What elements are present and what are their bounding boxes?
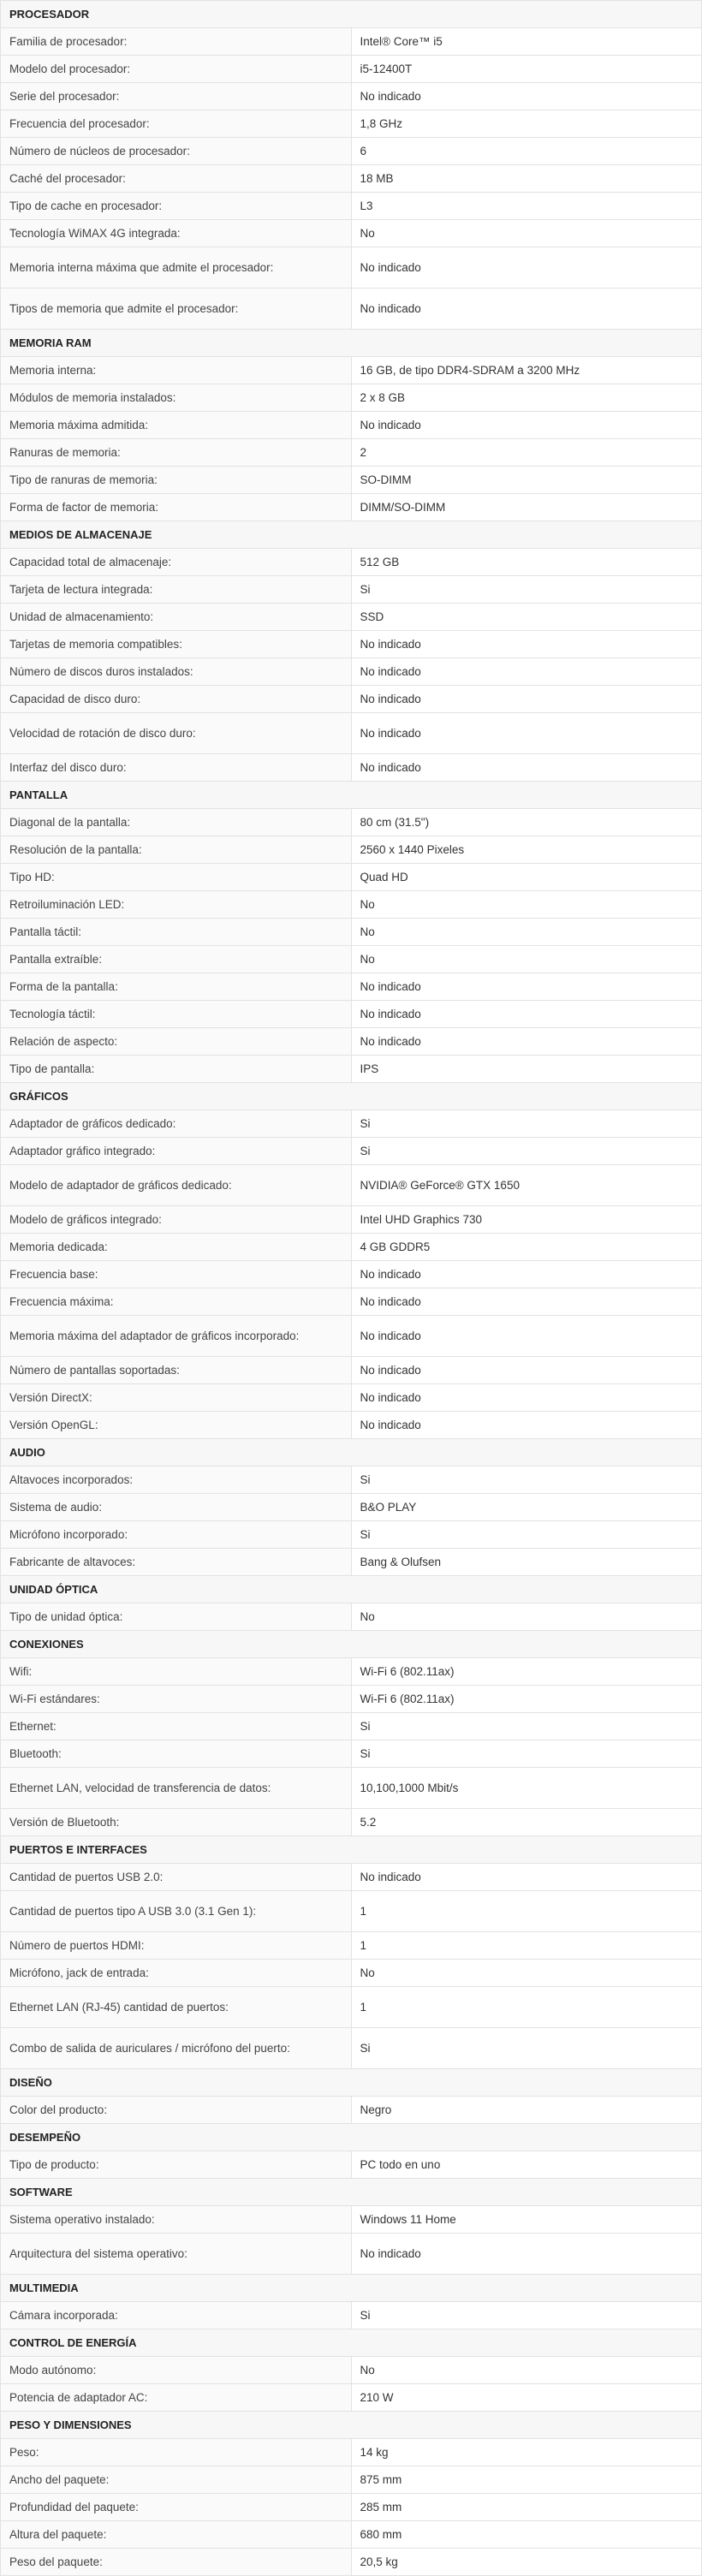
spec-row <box>1 2028 702 2069</box>
spec-label: Tipo de producto: <box>1 2151 352 2179</box>
spec-label: Profundidad del paquete: <box>1 2494 352 2521</box>
spec-row <box>1 1603 702 1631</box>
spec-row <box>1 946 702 973</box>
spec-row <box>1 713 702 754</box>
spec-label: Tecnología táctil: <box>1 1001 352 1028</box>
spec-value: SO-DIMM <box>351 467 702 494</box>
spec-value: No indicado <box>351 973 702 1001</box>
spec-value: No indicado <box>351 1412 702 1439</box>
section-title: CONTROL DE ENERGÍA <box>1 2329 702 2357</box>
spec-label: Número de pantallas soportadas: <box>1 1357 352 1384</box>
spec-row <box>1 1932 702 1960</box>
section-header-diseno <box>1 2069 702 2097</box>
spec-row <box>1 1494 702 1521</box>
spec-value: NVIDIA® GeForce® GTX 1650 <box>351 1165 702 1206</box>
spec-row <box>1 220 702 247</box>
spec-value: 1 <box>351 1987 702 2028</box>
spec-label: Interfaz del disco duro: <box>1 754 352 782</box>
spec-row <box>1 83 702 110</box>
spec-label: Pantalla extraíble: <box>1 946 352 973</box>
spec-value: Quad HD <box>351 864 702 891</box>
spec-row <box>1 165 702 193</box>
spec-row <box>1 891 702 919</box>
spec-row <box>1 1056 702 1083</box>
spec-row <box>1 1001 702 1028</box>
spec-label: Ethernet LAN (RJ-45) cantidad de puertos: <box>1 1987 352 2028</box>
spec-value: 5.2 <box>351 1809 702 1836</box>
spec-row <box>1 110 702 138</box>
spec-row <box>1 1987 702 2028</box>
spec-value: No <box>351 220 702 247</box>
section-header-audio <box>1 1439 702 1466</box>
spec-row <box>1 1206 702 1234</box>
spec-label: Altura del paquete: <box>1 2521 352 2549</box>
spec-row <box>1 193 702 220</box>
spec-value: IPS <box>351 1056 702 1083</box>
spec-row <box>1 1466 702 1494</box>
spec-label: Memoria interna: <box>1 357 352 384</box>
section-header-conexiones <box>1 1631 702 1658</box>
spec-row <box>1 1891 702 1932</box>
spec-row <box>1 604 702 631</box>
section-title: DISEÑO <box>1 2069 702 2097</box>
spec-row <box>1 1768 702 1809</box>
spec-label: Versión de Bluetooth: <box>1 1809 352 1836</box>
spec-label: Peso: <box>1 2439 352 2466</box>
spec-label: Forma de la pantalla: <box>1 973 352 1001</box>
section-header-software <box>1 2179 702 2206</box>
spec-value: No indicado <box>351 754 702 782</box>
section-title: MEDIOS DE ALMACENAJE <box>1 521 702 549</box>
spec-label: Memoria dedicada: <box>1 1234 352 1261</box>
section-header-unidad-optica <box>1 1576 702 1603</box>
spec-label: Modelo de gráficos integrado: <box>1 1206 352 1234</box>
spec-row <box>1 1028 702 1056</box>
section-title: PUERTOS E INTERFACES <box>1 1836 702 1864</box>
spec-row <box>1 357 702 384</box>
spec-label: Sistema operativo instalado: <box>1 2206 352 2234</box>
spec-value: No <box>351 1960 702 1987</box>
spec-label: Cámara incorporada: <box>1 2302 352 2329</box>
spec-value: 1 <box>351 1891 702 1932</box>
spec-label: Cantidad de puertos tipo A USB 3.0 (3.1 Gen 1): <box>1 1891 352 1932</box>
spec-row <box>1 549 702 576</box>
spec-row <box>1 56 702 83</box>
spec-value: No <box>351 946 702 973</box>
spec-value: Si <box>351 1521 702 1549</box>
spec-label: Wifi: <box>1 1658 352 1686</box>
spec-row <box>1 1384 702 1412</box>
spec-row <box>1 1234 702 1261</box>
spec-value: No indicado <box>351 1316 702 1357</box>
spec-row <box>1 2234 702 2275</box>
section-title: SOFTWARE <box>1 2179 702 2206</box>
spec-value: 10,100,1000 Mbit/s <box>351 1768 702 1809</box>
spec-label: Relación de aspecto: <box>1 1028 352 1056</box>
spec-label: Memoria máxima del adaptador de gráficos incorporado: <box>1 1316 352 1357</box>
spec-row <box>1 2097 702 2124</box>
section-header-control-de-energia <box>1 2329 702 2357</box>
spec-label: Capacidad de disco duro: <box>1 686 352 713</box>
spec-row <box>1 2549 702 2576</box>
spec-value: No indicado <box>351 631 702 658</box>
spec-label: Micrófono, jack de entrada: <box>1 1960 352 1987</box>
spec-value: 2 <box>351 439 702 467</box>
spec-row <box>1 836 702 864</box>
section-title: UNIDAD ÓPTICA <box>1 1576 702 1603</box>
spec-label: Resolución de la pantalla: <box>1 836 352 864</box>
spec-value: Si <box>351 2302 702 2329</box>
spec-value: 2560 x 1440 Pixeles <box>351 836 702 864</box>
spec-value: No indicado <box>351 1261 702 1288</box>
spec-value: No indicado <box>351 1028 702 1056</box>
spec-value: 6 <box>351 138 702 165</box>
spec-row <box>1 2302 702 2329</box>
spec-value: Si <box>351 576 702 604</box>
spec-value: No indicado <box>351 1288 702 1316</box>
spec-value: DIMM/SO-DIMM <box>351 494 702 521</box>
spec-value: 20,5 kg <box>351 2549 702 2576</box>
spec-value: No indicado <box>351 686 702 713</box>
spec-label: Retroiluminación LED: <box>1 891 352 919</box>
spec-row <box>1 809 702 836</box>
spec-value: No indicado <box>351 658 702 686</box>
spec-row <box>1 289 702 330</box>
spec-label: Caché del procesador: <box>1 165 352 193</box>
spec-label: Micrófono incorporado: <box>1 1521 352 1549</box>
spec-row <box>1 2206 702 2234</box>
section-title: PESO Y DIMENSIONES <box>1 2412 702 2439</box>
spec-row <box>1 28 702 56</box>
spec-label: Número de núcleos de procesador: <box>1 138 352 165</box>
spec-value: No indicado <box>351 2234 702 2275</box>
spec-value: No indicado <box>351 1864 702 1891</box>
spec-row <box>1 2384 702 2412</box>
spec-label: Versión DirectX: <box>1 1384 352 1412</box>
spec-value: 18 MB <box>351 165 702 193</box>
spec-label: Tipo de ranuras de memoria: <box>1 467 352 494</box>
section-header-memoria-ram <box>1 330 702 357</box>
spec-label: Cantidad de puertos USB 2.0: <box>1 1864 352 1891</box>
spec-value: 14 kg <box>351 2439 702 2466</box>
spec-row <box>1 1686 702 1713</box>
spec-label: Ethernet LAN, velocidad de transferencia de datos: <box>1 1768 352 1809</box>
spec-row <box>1 412 702 439</box>
spec-label: Tarjeta de lectura integrada: <box>1 576 352 604</box>
spec-label: Peso del paquete: <box>1 2549 352 2576</box>
spec-row <box>1 1658 702 1686</box>
spec-label: Número de discos duros instalados: <box>1 658 352 686</box>
spec-label: Ranuras de memoria: <box>1 439 352 467</box>
spec-row <box>1 2466 702 2494</box>
spec-value: Bang & Olufsen <box>351 1549 702 1576</box>
spec-value: 16 GB, de tipo DDR4-SDRAM a 3200 MHz <box>351 357 702 384</box>
spec-value: Si <box>351 2028 702 2069</box>
spec-row <box>1 631 702 658</box>
spec-row <box>1 467 702 494</box>
spec-row <box>1 2357 702 2384</box>
spec-label: Altavoces incorporados: <box>1 1466 352 1494</box>
section-title: PROCESADOR <box>1 1 702 28</box>
spec-label: Adaptador gráfico integrado: <box>1 1138 352 1165</box>
spec-row <box>1 1521 702 1549</box>
spec-label: Tipo de pantalla: <box>1 1056 352 1083</box>
spec-value: i5-12400T <box>351 56 702 83</box>
spec-value: Si <box>351 1138 702 1165</box>
spec-row <box>1 1960 702 1987</box>
spec-row <box>1 1549 702 1576</box>
section-header-puertos-e-interfaces <box>1 1836 702 1864</box>
spec-value: No indicado <box>351 1384 702 1412</box>
spec-label: Tipo de unidad óptica: <box>1 1603 352 1631</box>
section-header-multimedia <box>1 2275 702 2302</box>
spec-value: PC todo en uno <box>351 2151 702 2179</box>
spec-label: Potencia de adaptador AC: <box>1 2384 352 2412</box>
spec-value: L3 <box>351 193 702 220</box>
spec-value: No indicado <box>351 1357 702 1384</box>
spec-value: 2 x 8 GB <box>351 384 702 412</box>
spec-value: 1 <box>351 1932 702 1960</box>
spec-value: No indicado <box>351 713 702 754</box>
spec-value: Si <box>351 1740 702 1768</box>
section-header-graficos <box>1 1083 702 1110</box>
spec-value: No indicado <box>351 289 702 330</box>
spec-value: Windows 11 Home <box>351 2206 702 2234</box>
spec-label: Wi-Fi estándares: <box>1 1686 352 1713</box>
section-title: PANTALLA <box>1 782 702 809</box>
spec-label: Módulos de memoria instalados: <box>1 384 352 412</box>
spec-label: Modo autónomo: <box>1 2357 352 2384</box>
spec-row <box>1 384 702 412</box>
spec-row <box>1 1316 702 1357</box>
spec-row <box>1 1809 702 1836</box>
spec-value: No <box>351 891 702 919</box>
spec-label: Familia de procesador: <box>1 28 352 56</box>
spec-row <box>1 1138 702 1165</box>
spec-value: B&O PLAY <box>351 1494 702 1521</box>
spec-label: Adaptador de gráficos dedicado: <box>1 1110 352 1138</box>
spec-row <box>1 658 702 686</box>
spec-label: Frecuencia base: <box>1 1261 352 1288</box>
spec-value: No indicado <box>351 1001 702 1028</box>
spec-value: No <box>351 2357 702 2384</box>
spec-label: Tipo HD: <box>1 864 352 891</box>
spec-row <box>1 2439 702 2466</box>
spec-row <box>1 1288 702 1316</box>
spec-label: Sistema de audio: <box>1 1494 352 1521</box>
spec-row <box>1 919 702 946</box>
spec-row <box>1 439 702 467</box>
spec-value: 210 W <box>351 2384 702 2412</box>
spec-label: Modelo de adaptador de gráficos dedicado: <box>1 1165 352 1206</box>
spec-label: Capacidad total de almacenaje: <box>1 549 352 576</box>
section-header-peso-y-dimensiones <box>1 2412 702 2439</box>
spec-label: Velocidad de rotación de disco duro: <box>1 713 352 754</box>
spec-label: Ancho del paquete: <box>1 2466 352 2494</box>
spec-value: Si <box>351 1466 702 1494</box>
section-title: MULTIMEDIA <box>1 2275 702 2302</box>
spec-row <box>1 247 702 289</box>
spec-label: Serie del procesador: <box>1 83 352 110</box>
spec-label: Combo de salida de auriculares / micrófono del puerto: <box>1 2028 352 2069</box>
section-title: DESEMPEÑO <box>1 2124 702 2151</box>
spec-label: Fabricante de altavoces: <box>1 1549 352 1576</box>
spec-row <box>1 2494 702 2521</box>
spec-row <box>1 2151 702 2179</box>
spec-value: 512 GB <box>351 549 702 576</box>
spec-value: Wi-Fi 6 (802.11ax) <box>351 1686 702 1713</box>
spec-label: Memoria interna máxima que admite el procesador: <box>1 247 352 289</box>
spec-row <box>1 1713 702 1740</box>
spec-value: Wi-Fi 6 (802.11ax) <box>351 1658 702 1686</box>
spec-value: 875 mm <box>351 2466 702 2494</box>
spec-value: SSD <box>351 604 702 631</box>
spec-label: Tecnología WiMAX 4G integrada: <box>1 220 352 247</box>
spec-value: Intel® Core™ i5 <box>351 28 702 56</box>
spec-label: Ethernet: <box>1 1713 352 1740</box>
spec-row <box>1 2521 702 2549</box>
spec-value: No indicado <box>351 412 702 439</box>
spec-value: 1,8 GHz <box>351 110 702 138</box>
section-title: GRÁFICOS <box>1 1083 702 1110</box>
spec-row <box>1 576 702 604</box>
section-title: CONEXIONES <box>1 1631 702 1658</box>
spec-row <box>1 1110 702 1138</box>
spec-label: Color del producto: <box>1 2097 352 2124</box>
spec-label: Unidad de almacenamiento: <box>1 604 352 631</box>
spec-label: Tipos de memoria que admite el procesador: <box>1 289 352 330</box>
spec-row <box>1 973 702 1001</box>
spec-value: No <box>351 919 702 946</box>
spec-row <box>1 1412 702 1439</box>
section-header-medios-de-almacenaje <box>1 521 702 549</box>
spec-row <box>1 494 702 521</box>
spec-label: Bluetooth: <box>1 1740 352 1768</box>
spec-label: Tarjetas de memoria compatibles: <box>1 631 352 658</box>
spec-label: Número de puertos HDMI: <box>1 1932 352 1960</box>
spec-value: No indicado <box>351 247 702 289</box>
section-header-desempeno <box>1 2124 702 2151</box>
spec-label: Frecuencia máxima: <box>1 1288 352 1316</box>
section-title: MEMORIA RAM <box>1 330 702 357</box>
spec-value: Si <box>351 1713 702 1740</box>
spec-label: Tipo de cache en procesador: <box>1 193 352 220</box>
spec-label: Arquitectura del sistema operativo: <box>1 2234 352 2275</box>
spec-row <box>1 138 702 165</box>
spec-label: Versión OpenGL: <box>1 1412 352 1439</box>
spec-row <box>1 1261 702 1288</box>
section-header-pantalla <box>1 782 702 809</box>
spec-value: No indicado <box>351 83 702 110</box>
spec-label: Diagonal de la pantalla: <box>1 809 352 836</box>
section-title: AUDIO <box>1 1439 702 1466</box>
spec-value: 4 GB GDDR5 <box>351 1234 702 1261</box>
spec-row <box>1 754 702 782</box>
spec-label: Modelo del procesador: <box>1 56 352 83</box>
spec-value: No <box>351 1603 702 1631</box>
spec-label: Pantalla táctil: <box>1 919 352 946</box>
spec-row <box>1 1740 702 1768</box>
spec-row <box>1 1357 702 1384</box>
spec-value: 80 cm (31.5") <box>351 809 702 836</box>
spec-value: 285 mm <box>351 2494 702 2521</box>
spec-value: 680 mm <box>351 2521 702 2549</box>
spec-row <box>1 864 702 891</box>
section-header-procesador <box>1 1 702 28</box>
spec-row <box>1 1864 702 1891</box>
spec-value: Negro <box>351 2097 702 2124</box>
spec-value: Si <box>351 1110 702 1138</box>
spec-label: Frecuencia del procesador: <box>1 110 352 138</box>
spec-row <box>1 1165 702 1206</box>
spec-value: Intel UHD Graphics 730 <box>351 1206 702 1234</box>
spec-label: Memoria máxima admitida: <box>1 412 352 439</box>
spec-row <box>1 686 702 713</box>
spec-label: Forma de factor de memoria: <box>1 494 352 521</box>
